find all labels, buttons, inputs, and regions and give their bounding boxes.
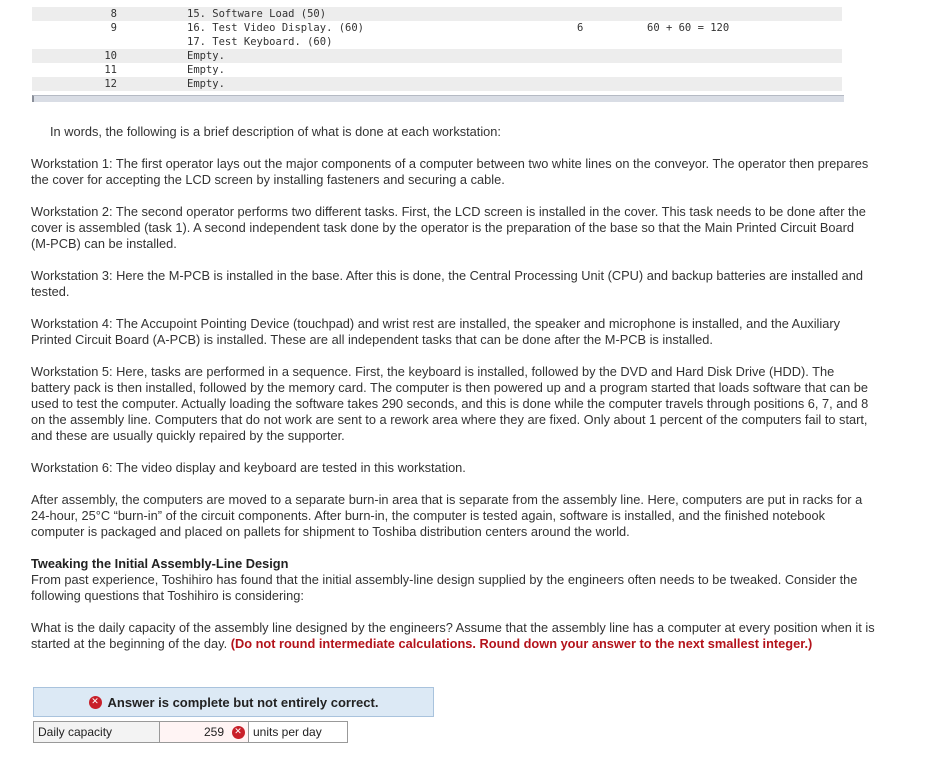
ws-cell: 11 bbox=[104, 64, 117, 76]
table-row bbox=[32, 35, 842, 49]
ws-cell: 9 bbox=[110, 22, 117, 34]
task-cell: 15. Software Load (50) bbox=[187, 8, 327, 20]
table-row bbox=[32, 77, 842, 91]
table-scrollbar[interactable] bbox=[32, 95, 844, 102]
answer-unit: units per day bbox=[249, 722, 347, 742]
tweak-section bbox=[31, 556, 876, 604]
ws-cell: 12 bbox=[104, 78, 117, 90]
workstation-4-text: Workstation 4: The Accupoint Pointing Device (touchpad) and wrist rest are installed, the speaker and microphone is installed, and the Auxiliary Printed Circuit Board (A-PCB) is installed. These are all independent tasks that can be done after the M-PCB is installed. bbox=[31, 316, 841, 347]
workstation-1-text: Workstation 1: The first operator lays out the major components of a computer between two white lines on the conveyor. The operator then prepares the cover for accepting the LCD screen by installing fasteners and securing a cable. bbox=[31, 156, 869, 187]
time-cell: 60 + 60 = 120 bbox=[647, 22, 730, 34]
ws-cell: 10 bbox=[104, 50, 117, 62]
intro-text: In words, the following is a brief description of what is done at each workstation: bbox=[50, 124, 501, 139]
table-row bbox=[32, 21, 842, 35]
question-body: What is the daily capacity of the assembly line designed by the engineers? Assume that the assembly line has a computer at every position when it is started at the beginning of the day. bbox=[31, 620, 875, 651]
section-text: From past experience, Toshihiro has found that the initial assembly-line design supplied by the engineers often needs to be tweaked. Consider the following questions that Toshihiro is considering: bbox=[31, 572, 858, 603]
answer-row bbox=[33, 721, 348, 743]
ws-cell: 8 bbox=[110, 8, 117, 20]
answer-status-text: Answer is complete but not entirely correct. bbox=[107, 694, 379, 710]
answer-status-banner bbox=[33, 687, 434, 717]
task-cell: Empty. bbox=[187, 50, 225, 62]
workstation-5-text: Workstation 5: Here, tasks are performed in a sequence. First, the keyboard is installed, followed by the DVD and Hard Disk Drive (HDD). The battery pack is then installed, followed by the memory card. The computer is then powered up and a program started that loads software that can be used to test the computer. Actually loading the software takes 290 seconds, and this is done while the computer travels through positions 6, 7, and 8 on the assembly line. Computers that do not work are sent to a rework area where they are fixed. Only about 1 percent of the computers fail to start, and these are usually quickly repaired by the supporter. bbox=[31, 364, 869, 443]
table-row bbox=[32, 49, 842, 63]
table-row bbox=[32, 7, 842, 21]
rounding-instruction: (Do not round intermediate calculations. Round down your answer to the next smallest integer.) bbox=[230, 636, 813, 651]
task-cell: 17. Test Keyboard. (60) bbox=[187, 36, 333, 48]
workstation-3-text: Workstation 3: Here the M-PCB is installed in the base. After this is done, the Central Processing Unit (CPU) and backup batteries are installed and tested. bbox=[31, 268, 863, 299]
section-heading: Tweaking the Initial Assembly-Line Design bbox=[31, 556, 289, 571]
error-x-icon: ✕ bbox=[232, 726, 245, 739]
after-assembly-text: After assembly, the computers are moved to a separate burn-in area that is separate from the assembly line. Here, computers are put in racks for a 24-hour, 25°C “burn-in” of the circuit components. After burn-in, the computer is tested again, software is installed, and the finished notebook computer is packaged and placed on pallets for shipment to Toshiba distribution centers around the world. bbox=[31, 492, 863, 539]
workstation-2-text: Workstation 2: The second operator performs two different tasks. First, the LCD screen is installed in the cover. This task needs to be done after the cover is assembled (task 1). A second independent task done by the operator is the preparation of the base so that the Main Printed Circuit Board (M-PCB) can be installed. bbox=[31, 204, 866, 251]
error-x-icon: ✕ bbox=[89, 696, 102, 709]
table-row bbox=[32, 63, 842, 77]
task-cell: Empty. bbox=[187, 78, 225, 90]
incorrect-marker bbox=[228, 722, 249, 742]
operators-cell: 6 bbox=[577, 22, 584, 34]
task-cell: 16. Test Video Display. (60) bbox=[187, 22, 365, 34]
workstation-table bbox=[32, 0, 842, 91]
workstation-6-text: Workstation 6: The video display and keyboard are tested in this workstation. bbox=[31, 460, 466, 475]
answer-label: Daily capacity bbox=[34, 722, 160, 742]
daily-capacity-input[interactable]: 259 bbox=[160, 722, 228, 742]
question-text bbox=[31, 620, 876, 652]
task-cell: Empty. bbox=[187, 64, 225, 76]
